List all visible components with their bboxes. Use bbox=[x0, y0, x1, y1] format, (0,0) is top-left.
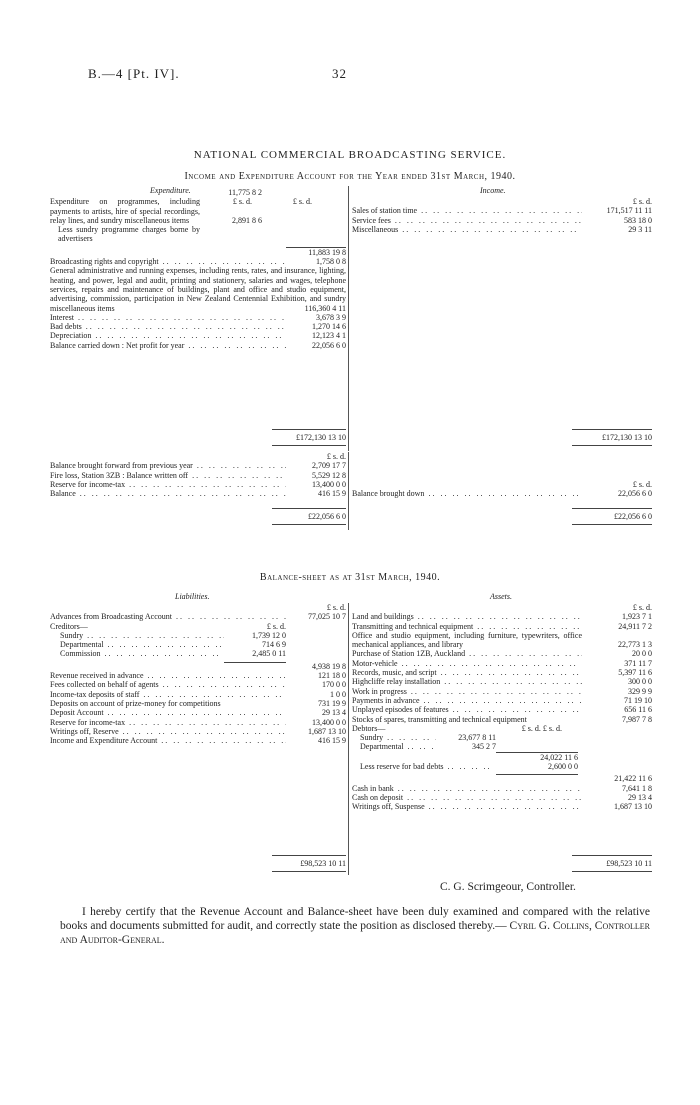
writings-suspense-label: Writings off, Suspense .. .. bbox=[352, 802, 582, 811]
expenditure-column bbox=[50, 188, 346, 350]
exp-programmes-label: Expenditure on programmes, including payments to artists, hire of special recordings, relay lines, and sundry miscellaneous items bbox=[50, 197, 200, 225]
ie-account-label: Income and Expenditure Account .. .. bbox=[50, 736, 286, 745]
ie-account-amount: 416 15 9 bbox=[318, 736, 346, 746]
debtors-sundry-label: Sundry .. .. bbox=[352, 733, 436, 742]
debtors-sundry-amount: 23,677 8 11 bbox=[458, 733, 496, 743]
creditors-commission-amount: 2,485 0 11 bbox=[252, 649, 286, 659]
debtors-sum: 24,022 11 6 bbox=[496, 752, 578, 762]
lsd-heading: £ s. d. bbox=[232, 197, 252, 206]
expenditure-heading: Expenditure. bbox=[150, 186, 191, 195]
sales-label: Sales of station time .. .. bbox=[352, 206, 582, 215]
less-reserve-amount: 2,600 0 0 bbox=[548, 762, 578, 772]
interest-amount: 3,678 3 9 bbox=[316, 312, 346, 322]
page-code: B.—4 [Pt. IV]. bbox=[88, 66, 180, 81]
balance-label: Balance .. .. bbox=[50, 489, 286, 498]
appropriation-debit bbox=[50, 452, 346, 498]
office-equip-amount: 22,773 1 3 bbox=[618, 640, 652, 650]
creditors-departmental-amount: 714 6 9 bbox=[262, 640, 286, 650]
rev-advance-label: Revenue received in advance .. .. bbox=[50, 671, 286, 680]
sales-amount: 171,517 11 11 bbox=[606, 206, 652, 216]
bal-bd-amount: 22,056 6 0 bbox=[618, 489, 652, 499]
balance-sheet-title: Balance-sheet as at 31st March, 1940. bbox=[259, 572, 441, 583]
payments-adv-amount: 71 19 10 bbox=[624, 695, 652, 705]
less-reserve-label: Less reserve for bad debts .. .. bbox=[352, 762, 496, 771]
miscellaneous-amount: 29 3 11 bbox=[628, 224, 652, 234]
balance-cd-amount: 22,056 6 0 bbox=[312, 340, 346, 350]
appropriation-credit-total: £22,056 6 0 bbox=[572, 508, 652, 525]
income-heading: Income. bbox=[480, 186, 506, 195]
highcliffe-amount: 300 0 0 bbox=[628, 677, 652, 687]
depreciation-label: Depreciation .. .. bbox=[50, 331, 286, 340]
cash-bank-label: Cash in bank .. .. bbox=[352, 784, 582, 793]
fire-loss-amount: 5,529 12 8 bbox=[312, 470, 346, 480]
advances-label: Advances from Broadcasting Account .. .. bbox=[50, 612, 286, 621]
payments-adv-label: Payments in advance .. .. bbox=[352, 696, 582, 705]
depreciation-amount: 12,123 4 1 bbox=[312, 331, 346, 341]
assets-heading: Assets. bbox=[490, 592, 512, 601]
lsd-heading: £ s. d. bbox=[266, 621, 286, 631]
column-divider bbox=[348, 186, 349, 451]
income-account-title: Income and Expenditure Account for the Year ended 31st March, 1940. bbox=[184, 171, 516, 182]
cash-bank-amount: 7,641 1 8 bbox=[622, 783, 652, 793]
highcliffe-label: Highcliffe relay installation .. .. bbox=[352, 677, 582, 686]
general-admin-label: General administrative and running expenses, including rents, rates, and insurance, lighting, heating, and power, legal and audit, printing and stationery, salaries and wages, telephone services, repairs and maintenance of buildings, plant and office and studio equipment, advertising, commission, participation in New Zealand Centennial Exhibition, and sundry miscellaneous items bbox=[50, 266, 346, 313]
reserve-tax-amount: 13,400 0 0 bbox=[312, 479, 346, 489]
land-amount: 1,923 7 1 bbox=[622, 612, 652, 622]
liabilities-heading: Liabilities. bbox=[175, 592, 210, 601]
wip-label: Work in progress .. .. bbox=[352, 687, 582, 696]
appropriation-debit-total: £22,056 6 0 bbox=[272, 508, 346, 525]
rev-advance-amount: 121 18 0 bbox=[318, 671, 346, 681]
column-divider bbox=[348, 452, 349, 530]
writings-suspense-amount: 1,687 13 10 bbox=[614, 802, 652, 812]
bal-bd-label: Balance brought down .. .. bbox=[352, 489, 582, 498]
service-fees-amount: 583 18 0 bbox=[624, 215, 652, 225]
debtors-net: 21,422 11 6 bbox=[614, 774, 652, 784]
records-label: Records, music, and script .. .. bbox=[352, 668, 582, 677]
deposit-account-label: Deposit Account .. .. bbox=[50, 708, 286, 717]
reserve-tax-label: Reserve for income-tax .. .. bbox=[50, 480, 286, 489]
creditors-label: Creditors— bbox=[50, 621, 88, 631]
prize-money-label: Deposits on account of prize-money for competitions bbox=[50, 698, 221, 708]
advances-amount: 77,025 10 7 bbox=[308, 612, 346, 622]
bs-reserve-tax-amount: 13,400 0 0 bbox=[312, 717, 346, 727]
net-programmes-amount: 11,883 19 8 bbox=[286, 247, 346, 257]
audit-certificate bbox=[60, 905, 650, 947]
liabilities-column bbox=[50, 603, 346, 745]
lsd-heading: £ s. d. bbox=[632, 197, 652, 206]
prize-money-amount: 731 19 9 bbox=[318, 698, 346, 708]
exp-programmes-amount: 11,775 8 2 bbox=[228, 188, 262, 197]
income-tax-dep-label: Income-tax deposits of staff .. .. bbox=[50, 690, 286, 699]
less-sundry-amount: 2,891 8 6 bbox=[232, 215, 262, 225]
bal-bf-prev-amount: 2,709 17 7 bbox=[312, 461, 346, 471]
controller-signature: C. G. Scrimgeour, Controller. bbox=[440, 881, 576, 893]
column-divider bbox=[348, 603, 349, 875]
creditors-total: 4,938 19 8 bbox=[312, 661, 346, 671]
stocks-amount: 7,987 7 8 bbox=[622, 714, 652, 724]
miscellaneous-label: Miscellaneous .. .. bbox=[352, 225, 582, 234]
page-number: 32 bbox=[332, 66, 347, 81]
general-admin-amount: 116,360 4 11 bbox=[304, 303, 346, 313]
lsd-heading: £ s. d. bbox=[326, 603, 346, 612]
creditors-commission-label: Commission .. .. bbox=[50, 649, 224, 658]
bad-debts-label: Bad debts .. .. bbox=[50, 322, 286, 331]
interest-label: Interest .. .. bbox=[50, 313, 286, 322]
bad-debts-amount: 1,270 14 6 bbox=[312, 322, 346, 332]
less-sundry-label: Less sundry programme charges borne by advertisers bbox=[58, 225, 200, 244]
motor-amount: 371 11 7 bbox=[624, 658, 652, 668]
service-fees-label: Service fees .. .. bbox=[352, 216, 582, 225]
income-total: £172,130 13 10 bbox=[572, 429, 652, 446]
income-column bbox=[352, 197, 652, 234]
writings-reserve-amount: 1,687 13 10 bbox=[308, 726, 346, 736]
debtors-departmental-label: Departmental .. .. bbox=[352, 742, 436, 751]
lsd-heading: £ s. d. bbox=[632, 603, 652, 612]
assets-total: £98,523 10 11 bbox=[572, 855, 652, 872]
wip-amount: 329 9 9 bbox=[628, 686, 652, 696]
assets-column bbox=[352, 603, 652, 812]
fees-agents-label: Fees collected on behalf of agents .. .. bbox=[50, 680, 286, 689]
auditor-signature: Cyril G. Collins, Controller and Auditor-General. bbox=[60, 920, 651, 946]
debtors-lsd-heading: £ s. d. £ s. d. bbox=[521, 723, 562, 733]
broadcasting-rights-amount: 1,758 0 8 bbox=[316, 257, 346, 267]
lsd-heading: £ s. d. bbox=[292, 197, 312, 206]
balance-cd-label: Balance carried down : Net profit for year .. .. bbox=[50, 341, 286, 350]
stocks-label: Stocks of spares, transmitting and technical equipment bbox=[352, 714, 527, 724]
creditors-sundry-label: Sundry .. .. bbox=[50, 631, 224, 640]
debtors-departmental-amount: 345 2 7 bbox=[472, 742, 496, 752]
expenditure-total: £172,130 13 10 bbox=[272, 429, 346, 446]
lsd-heading: £ s. d. bbox=[632, 480, 652, 489]
income-tax-dep-amount: 1 0 0 bbox=[330, 689, 346, 699]
office-equip-label: Office and studio equipment, including furniture, typewriters, office mechanical appliances, and library bbox=[352, 630, 582, 650]
document-title: NATIONAL COMMERCIAL BROADCASTING SERVICE. bbox=[193, 149, 507, 161]
lsd-heading: £ s. d. bbox=[326, 452, 346, 461]
balance-amount: 416 15 9 bbox=[318, 489, 346, 499]
transmitting-label: Transmitting and technical equipment .. .. bbox=[352, 622, 582, 631]
purchase-1zb-label: Purchase of Station 1ZB, Auckland .. .. bbox=[352, 649, 582, 658]
fees-agents-amount: 170 0 0 bbox=[322, 680, 346, 690]
unplayed-amount: 656 11 6 bbox=[624, 705, 652, 715]
bs-reserve-tax-label: Reserve for income-tax .. .. bbox=[50, 718, 286, 727]
unplayed-label: Unplayed episodes of features .. .. bbox=[352, 705, 582, 714]
deposit-account-amount: 29 13 4 bbox=[322, 708, 346, 718]
broadcasting-rights-label: Broadcasting rights and copyright .. .. bbox=[50, 257, 286, 266]
records-amount: 5,397 11 6 bbox=[618, 668, 652, 678]
cash-deposit-amount: 29 13 4 bbox=[628, 792, 652, 802]
motor-label: Motor-vehicle .. .. bbox=[352, 659, 582, 668]
purchase-1zb-amount: 20 0 0 bbox=[632, 649, 652, 659]
land-label: Land and buildings .. .. bbox=[352, 612, 582, 621]
appropriation-credit bbox=[352, 480, 652, 499]
debtors-label: Debtors— bbox=[352, 723, 386, 733]
fire-loss-label: Fire loss, Station 3ZB : Balance written off .. .. bbox=[50, 471, 286, 480]
certificate-text: I hereby certify that the Revenue Account and Balance-sheet have been duly examined and compared with the relative books and documents submitted for audit, and correctly state the position as disclosed thereby.— bbox=[60, 906, 650, 932]
bal-bf-prev-label: Balance brought forward from previous year .. .. bbox=[50, 461, 286, 470]
creditors-departmental-label: Departmental .. .. bbox=[50, 640, 224, 649]
creditors-sundry-amount: 1,739 12 0 bbox=[252, 630, 286, 640]
transmitting-amount: 24,911 7 2 bbox=[618, 621, 652, 631]
cash-deposit-label: Cash on deposit .. .. bbox=[352, 793, 582, 802]
writings-reserve-label: Writings off, Reserve .. .. bbox=[50, 727, 286, 736]
liabilities-total: £98,523 10 11 bbox=[272, 855, 346, 872]
